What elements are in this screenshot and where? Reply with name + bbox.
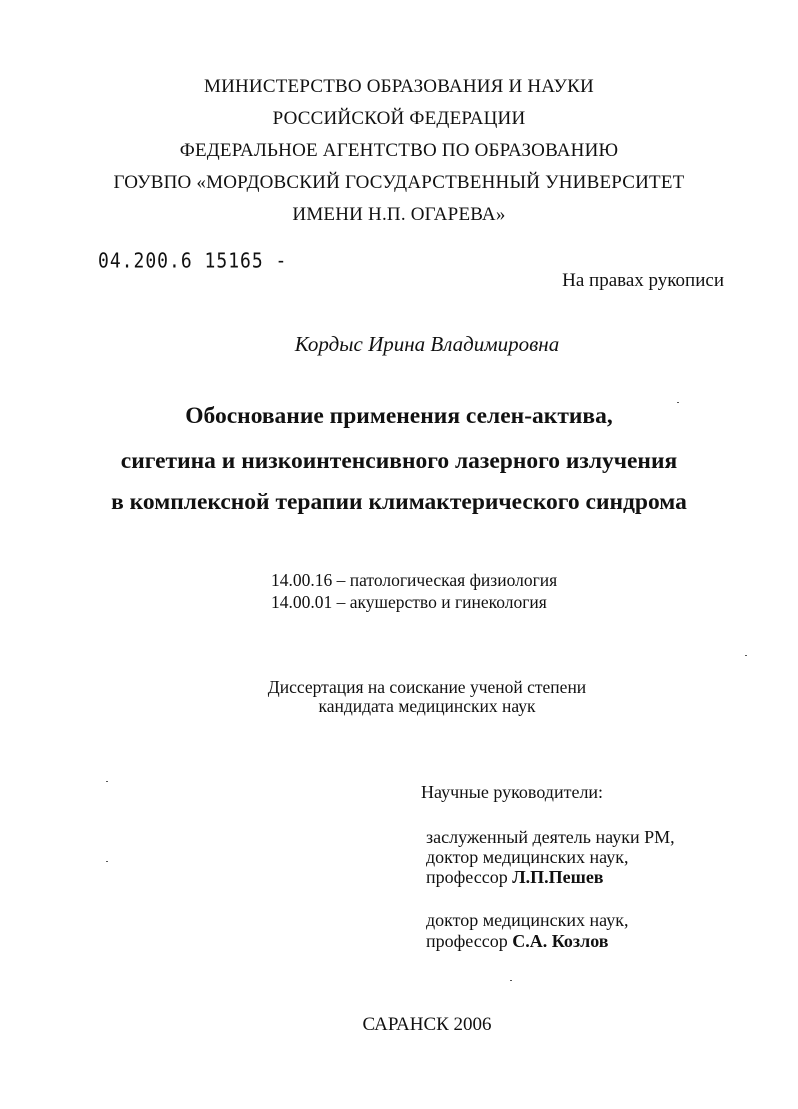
scan-speck	[106, 861, 108, 862]
scan-speck	[510, 980, 512, 981]
header-federation: РОССИЙСКОЙ ФЕДЕРАЦИИ	[272, 108, 526, 129]
header-university: ГОУВПО «МОРДОВСКИЙ ГОСУДАРСТВЕННЫЙ УНИВЕРСИТЕТ	[113, 172, 685, 193]
header-ministry: МИНИСТЕРСТВО ОБРАЗОВАНИЯ И НАУКИ	[204, 76, 594, 97]
registration-code: 04.200.6 15165 -	[98, 249, 288, 274]
degree-line-1: Диссертация на соискание ученой степени	[267, 677, 587, 697]
supervisor-1-title-line	[426, 867, 604, 888]
dissertation-title-line-1: Обоснование применения селен-актива,	[185, 403, 613, 429]
supervisor-2-name: С.А. Козлов	[512, 931, 609, 951]
supervisors-heading: Научные руководители:	[421, 782, 604, 802]
manuscript-note: На правах рукописи	[562, 270, 724, 291]
header-agency: ФЕДЕРАЛЬНОЕ АГЕНТСТВО ПО ОБРАЗОВАНИЮ	[179, 140, 619, 161]
supervisor-2-title-line	[426, 931, 608, 952]
scan-speck	[677, 402, 679, 403]
supervisor-2-degree: доктор медицинских наук,	[426, 910, 629, 930]
specialty-1: 14.00.16 – патологическая физиология	[271, 570, 558, 590]
supervisor-1-honor: заслуженный деятель науки РМ,	[426, 827, 675, 847]
author-name: Кордыс Ирина Владимировна	[294, 332, 560, 356]
degree-line-2: кандидата медицинских наук	[318, 696, 536, 716]
city-year: САРАНСК 2006	[362, 1014, 492, 1035]
scan-speck	[745, 655, 747, 656]
scan-speck	[106, 781, 108, 782]
supervisor-2-title: профессор	[426, 931, 508, 951]
supervisor-1-name: Л.П.Пешев	[512, 867, 604, 887]
dissertation-title-line-3: в комплексной терапии климактерического синдрома	[111, 489, 687, 515]
header-university-name: ИМЕНИ Н.П. ОГАРЕВА»	[292, 204, 506, 225]
dissertation-title-line-2: сигетина и низкоинтенсивного лазерного излучения	[120, 448, 678, 474]
specialty-2: 14.00.01 – акушерство и гинекология	[271, 592, 547, 612]
supervisor-1-title: профессор	[426, 867, 508, 887]
supervisor-1-degree: доктор медицинских наук,	[426, 847, 629, 867]
